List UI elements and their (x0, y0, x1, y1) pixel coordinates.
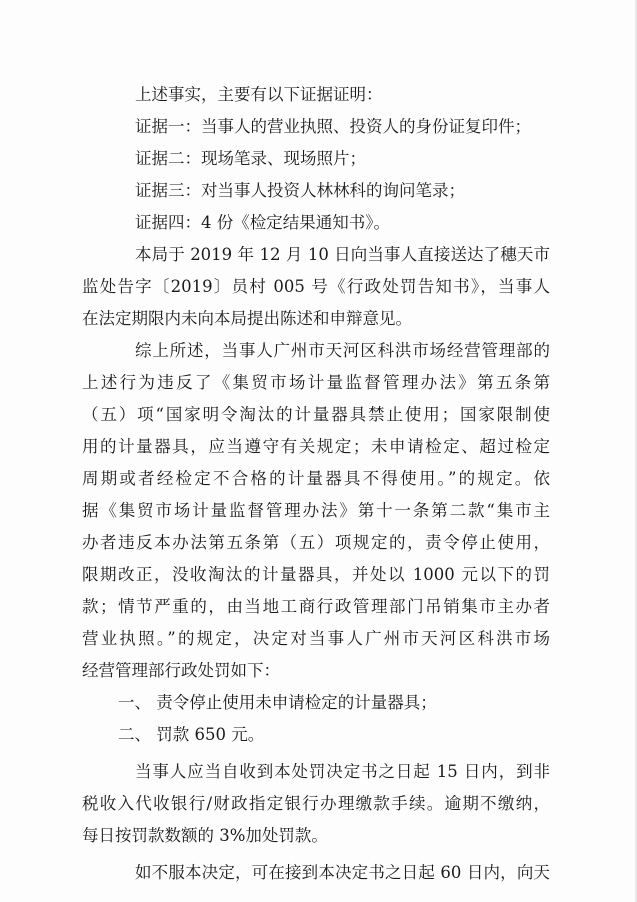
paragraph-delivery-line-1: 本局于 2019 年 12 月 10 日向当事人直接送达了穗天市 (135, 245, 550, 264)
paragraph-payment-line-1: 当事人应当自收到本处罚决定书之日起 15 日内，到非 (135, 762, 550, 781)
evidence-item-1: 证据一：当事人的营业执照、投资人的身份证复印件； (135, 117, 531, 136)
paragraph-conclusion-line-9: 款；情节严重的，由当地工商行政管理部门吊销集市主办者 (82, 597, 550, 616)
paragraph-appeal-line-1: 如不服本决定，可在接到本决定书之日起 60 日内，向天 (135, 863, 550, 882)
paragraph-conclusion-line-5: 周期或者经检定不合格的计量器具不得使用。”的规定。依 (82, 469, 550, 488)
paragraph-conclusion-line-3: （五）项“国家明令淘汰的计量器具禁止使用；国家限制使 (82, 405, 550, 424)
paragraph-conclusion-line-6: 据《集贸市场计量监督管理办法》第十一条第二款“集市主 (82, 501, 550, 520)
evidence-item-2: 证据二：现场笔录、现场照片； (135, 149, 366, 168)
paragraph-payment-line-2: 税收入代收银行/财政指定银行办理缴款手续。逾期不缴纳， (82, 794, 550, 813)
paragraph-conclusion-line-7: 办者违反本办法第五条第（五）项规定的，责令停止使用， (82, 533, 550, 552)
paragraph-payment-line-3: 每日按罚款数额的 3%加处罚款。 (82, 826, 328, 845)
paragraph-conclusion-line-10: 营业执照。”的规定，决定对当事人广州市天河区科洪市场 (82, 629, 550, 648)
paragraph-conclusion-line-11: 经营管理部行政处罚如下： (82, 661, 280, 680)
paragraph-conclusion-line-8: 限期改正，没收淘汰的计量器具，并处以 1000 元以下的罚 (82, 565, 550, 584)
penalty-item-2: 二、 罚款 650 元。 (118, 725, 265, 744)
evidence-item-4: 证据四：4 份《检定结果通知书》。 (135, 213, 390, 232)
paragraph-delivery-line-3: 在法定期限内未向本局提出陈述和申辩意见。 (82, 309, 412, 328)
paragraph-conclusion-line-1: 综上所述，当事人广州市天河区科洪市场经营管理部的 (135, 341, 550, 360)
paragraph-evidence-intro: 上述事实，主要有以下证据证明： (135, 85, 383, 104)
paragraph-conclusion-line-2: 上述行为违反了《集贸市场计量监督管理办法》第五条第 (82, 373, 550, 392)
paragraph-conclusion-line-4: 用的计量器具，应当遵守有关规定；未申请检定、超过检定 (82, 437, 550, 456)
paragraph-delivery-line-2: 监处告字〔2019〕员村 005 号《行政处罚告知书》，当事人 (82, 277, 550, 296)
evidence-item-3: 证据三：对当事人投资人林林科的询问笔录； (135, 181, 465, 200)
penalty-item-1: 一、 责令停止使用未申请检定的计量器具； (118, 693, 437, 712)
